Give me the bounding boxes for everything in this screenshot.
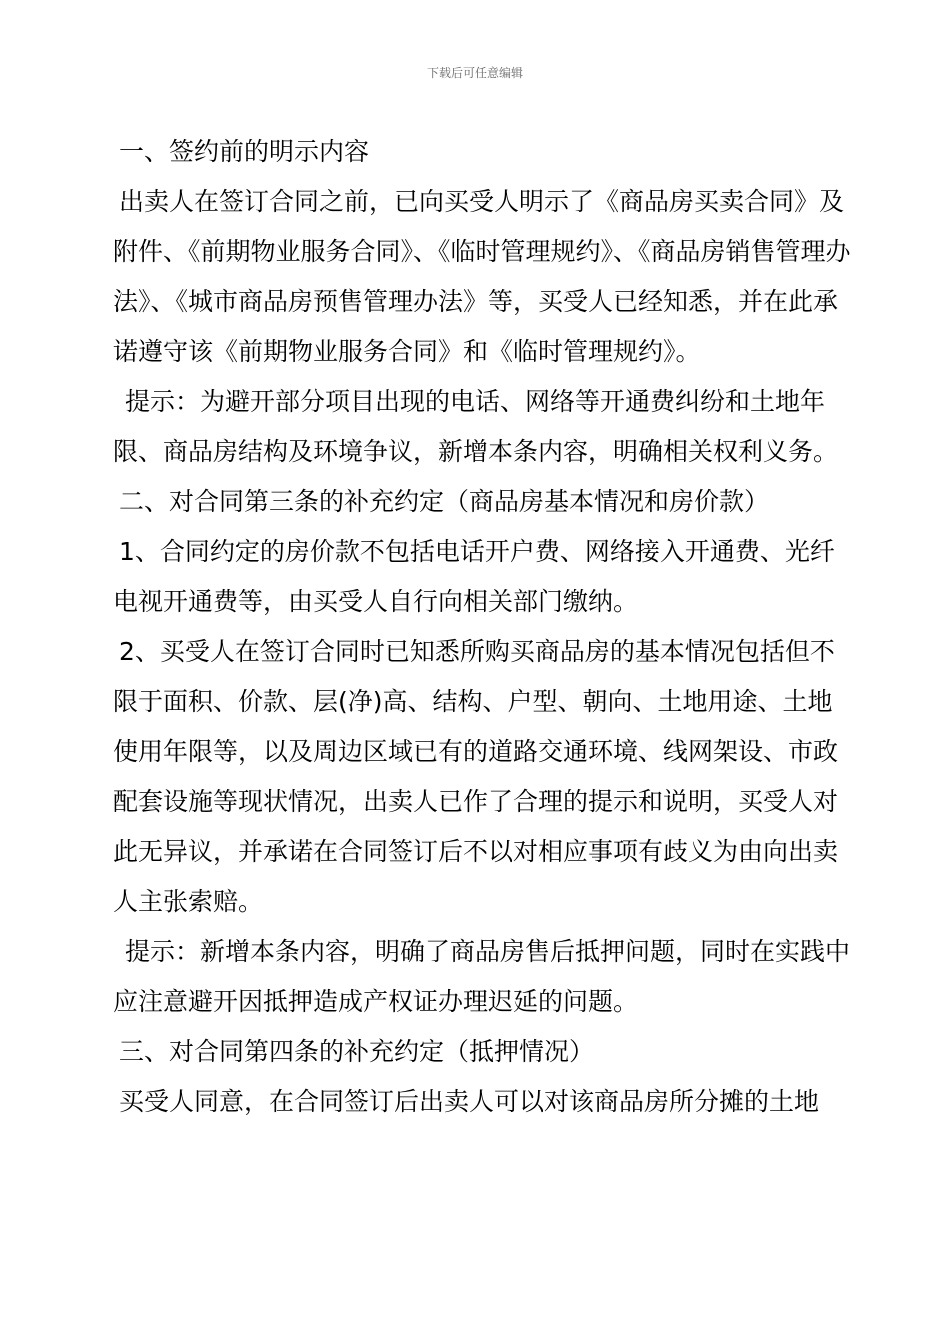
section-heading-3: 三、对合同第四条的补充约定（抵押情况）	[119, 1037, 595, 1066]
hint-paragraph-2: 提示：新增本条内容，明确了商品房售后抵押问题，同时在实践中应注意避开因抵押造成产权证办理迟延的问题。	[113, 937, 851, 1016]
paragraph-mortgage: 买受人同意，在合同签订后出卖人可以对该商品房所分摊的土地	[119, 1087, 820, 1116]
hint-paragraph-1: 提示：为避开部分项目出现的电话、网络等开通费纠纷和土地年限、商品房结构及环境争议，新增本条内容，明确相关权利义务。	[113, 387, 839, 466]
section-heading-1: 一、签约前的明示内容	[119, 137, 370, 166]
document-body	[113, 127, 853, 1127]
page-header: 下载后可任意编辑	[426, 66, 523, 80]
clause-item-1: 1、合同约定的房价款不包括电话开户费、网络接入开通费、光纤电视开通费等，由买受人自行向相关部门缴纳。	[113, 537, 835, 616]
paragraph-disclosure: 出卖人在签订合同之前，已向买受人明示了《商品房买卖合同》及附件、《前期物业服务合同》、《临时管理规约》、《商品房销售管理办法》、《城市商品房预售管理办法》等，买受人已经知悉，并在此承诺遵守该《前期物业服务合同》和《临时管理规约》。	[113, 187, 851, 366]
clause-item-2: 2、买受人在签订合同时已知悉所购买商品房的基本情况包括但不限于面积、价款、层(净)高、结构、户型、朝向、土地用途、土地使用年限等，以及周边区域已有的道路交通环境、线网架设、市政配套设施等现状情况，出卖人已作了合理的提示和说明，买受人对此无异议，并承诺在合同签订后不以对相应事项有歧义为由向出卖人主张索赔。	[113, 637, 839, 916]
section-heading-2: 二、对合同第三条的补充约定（商品房基本情况和房价款）	[119, 487, 770, 516]
